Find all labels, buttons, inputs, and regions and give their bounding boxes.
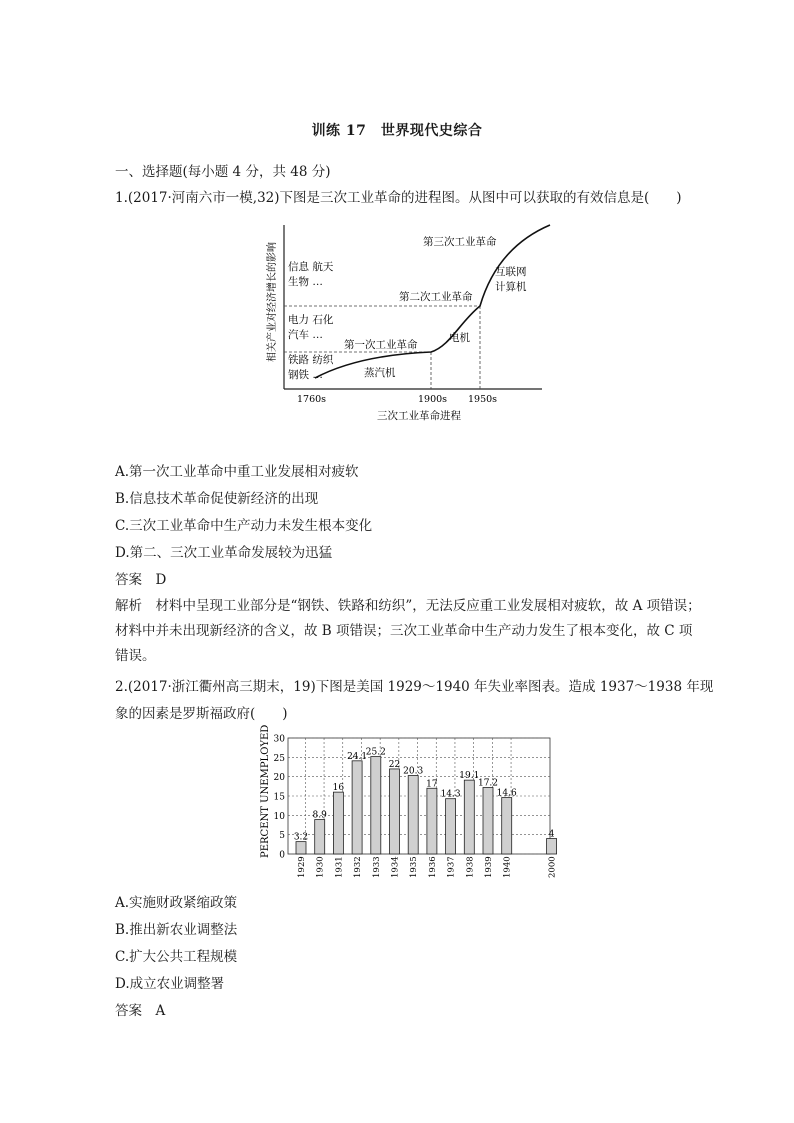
x-tick-2000: 2000 (547, 856, 558, 878)
tick-1900s: 1900s (418, 394, 448, 405)
unemployment-bar-chart (255, 724, 558, 882)
chart-ylabel: PERCENT UNEMPLOYED (260, 724, 271, 858)
bar-label-1938: 19.1 (459, 771, 480, 782)
bar-label-1931: 16 (332, 783, 345, 794)
q2-option-d: D.成立农业调整署 (115, 976, 225, 992)
y-tick-20: 20 (273, 773, 285, 784)
group-2-line-1: 电力 石化 (288, 314, 334, 326)
y-tick-25: 25 (273, 753, 285, 764)
y-tick-30: 30 (273, 734, 285, 745)
label-internet: 互联网 (495, 266, 527, 278)
group-1-line-2: 生物 … (288, 276, 323, 288)
x-tick-1937: 1937 (446, 856, 457, 878)
bar-1937 (446, 799, 456, 854)
x-tick-1929: 1929 (297, 856, 307, 878)
bar-label-2000: 4 (548, 829, 555, 840)
tick-1950s: 1950s (468, 394, 498, 405)
q1-analysis: 解析 材料中呈现工业部分是“钢铁、铁路和纺织”，无法反应重工业发展相对疲软，故 A 项错误；材料中并未出现新经济的含义，故 B 项错误；三次工业革命中生产动力发生了根本变化，故 C 项错误。 (115, 598, 701, 664)
bar-label-1939: 17.2 (477, 778, 499, 789)
x-tick-1935: 1935 (409, 856, 420, 878)
bar-label-1933: 25.2 (365, 747, 386, 758)
bar-1931 (333, 792, 343, 854)
y-tick-15: 15 (273, 792, 285, 803)
bar-1930 (315, 820, 325, 854)
section-heading: 一、选择题(每小题 4 分，共 48 分) (115, 164, 331, 180)
label-motor: 电机 (449, 332, 470, 344)
xlabel-figure1: 三次工业革命进程 (377, 410, 461, 422)
x-tick-1934: 1934 (390, 856, 401, 878)
label-first-revolution: 第一次工业革命 (344, 339, 418, 351)
q2-answer: 答案 A (115, 1003, 166, 1019)
x-tick-1940: 1940 (502, 856, 513, 878)
bar-label-1929: 3.2 (293, 832, 309, 843)
q2-option-c: C.扩大公共工程规模 (115, 949, 238, 965)
x-tick-1939: 1939 (484, 856, 494, 878)
group-2-line-2: 汽车 … (288, 329, 323, 341)
label-steam-engine: 蒸汽机 (364, 367, 396, 379)
question-2-stem-line-1: 2.(2017·浙江衢州高三期末，19)下图是美国 1929～1940 年失业率图表。造成 1937～1938 年现 (115, 679, 714, 695)
q2-option-a: A.实施财政紧缩政策 (115, 895, 238, 911)
y-tick-0: 0 (279, 850, 285, 861)
bar-1940 (502, 798, 512, 854)
q1-option-a: A.第一次工业革命中重工业发展相对疲软 (115, 464, 359, 480)
question-1-stem: 1.(2017·河南六市一模,32)下图是三次工业革命的进程图。从图中可以获取的有效信息是( ) (115, 190, 682, 206)
y-tick-5: 5 (279, 831, 285, 842)
bar-label-1940: 14.6 (496, 788, 517, 799)
tick-1760s: 1760s (297, 394, 327, 405)
bar-label-1937: 14.3 (440, 789, 461, 800)
page-title: 训练 17 世界现代史综合 (311, 123, 483, 139)
industrial-revolution-figure (265, 222, 555, 427)
x-tick-1933: 1933 (371, 856, 382, 878)
bar-2000 (547, 839, 557, 854)
y-tick-10: 10 (273, 811, 285, 822)
label-computer: 计算机 (495, 281, 527, 293)
bar-1938 (464, 780, 474, 854)
x-tick-1938: 1938 (465, 856, 476, 878)
bar-label-1934: 22 (388, 759, 401, 770)
bar-1934 (390, 769, 400, 854)
bar-1935 (408, 776, 418, 854)
group-3-line-1: 铁路 纺织 (288, 354, 334, 366)
bar-label-1935: 20.3 (403, 766, 424, 777)
bar-label-1932: 24.1 (347, 751, 368, 762)
group-1-line-1: 信息 航天 (288, 261, 334, 273)
q1-option-d: D.第二、三次工业革命发展较为迅猛 (115, 545, 333, 561)
bar-1936 (427, 788, 437, 854)
x-tick-1930: 1930 (315, 856, 326, 878)
label-third-revolution: 第三次工业革命 (423, 236, 497, 248)
q2-option-b: B.推出新农业调整法 (115, 922, 238, 938)
bar-label-1930: 8.9 (312, 810, 327, 821)
q1-answer: 答案 D (115, 572, 167, 588)
x-tick-1936: 1936 (427, 856, 438, 878)
q1-option-c: C.三次工业革命中生产动力未发生根本变化 (115, 518, 373, 534)
question-2-stem-line-2: 象的因素是罗斯福政府( ) (115, 706, 288, 722)
x-tick-1931: 1931 (334, 856, 345, 878)
ylabel-figure1: 相关产业对经济增长的影响 (267, 242, 278, 362)
group-3-line-2: 钢铁 … (288, 369, 323, 381)
bar-1939 (483, 787, 493, 854)
label-second-revolution: 第二次工业革命 (399, 291, 473, 303)
x-tick-1932: 1932 (353, 856, 364, 878)
bar-1929 (296, 842, 306, 854)
bar-1933 (371, 757, 381, 854)
bar-label-1936: 17 (426, 779, 438, 790)
bar-1932 (352, 761, 362, 854)
q1-option-b: B.信息技术革命促使新经济的出现 (115, 491, 319, 507)
